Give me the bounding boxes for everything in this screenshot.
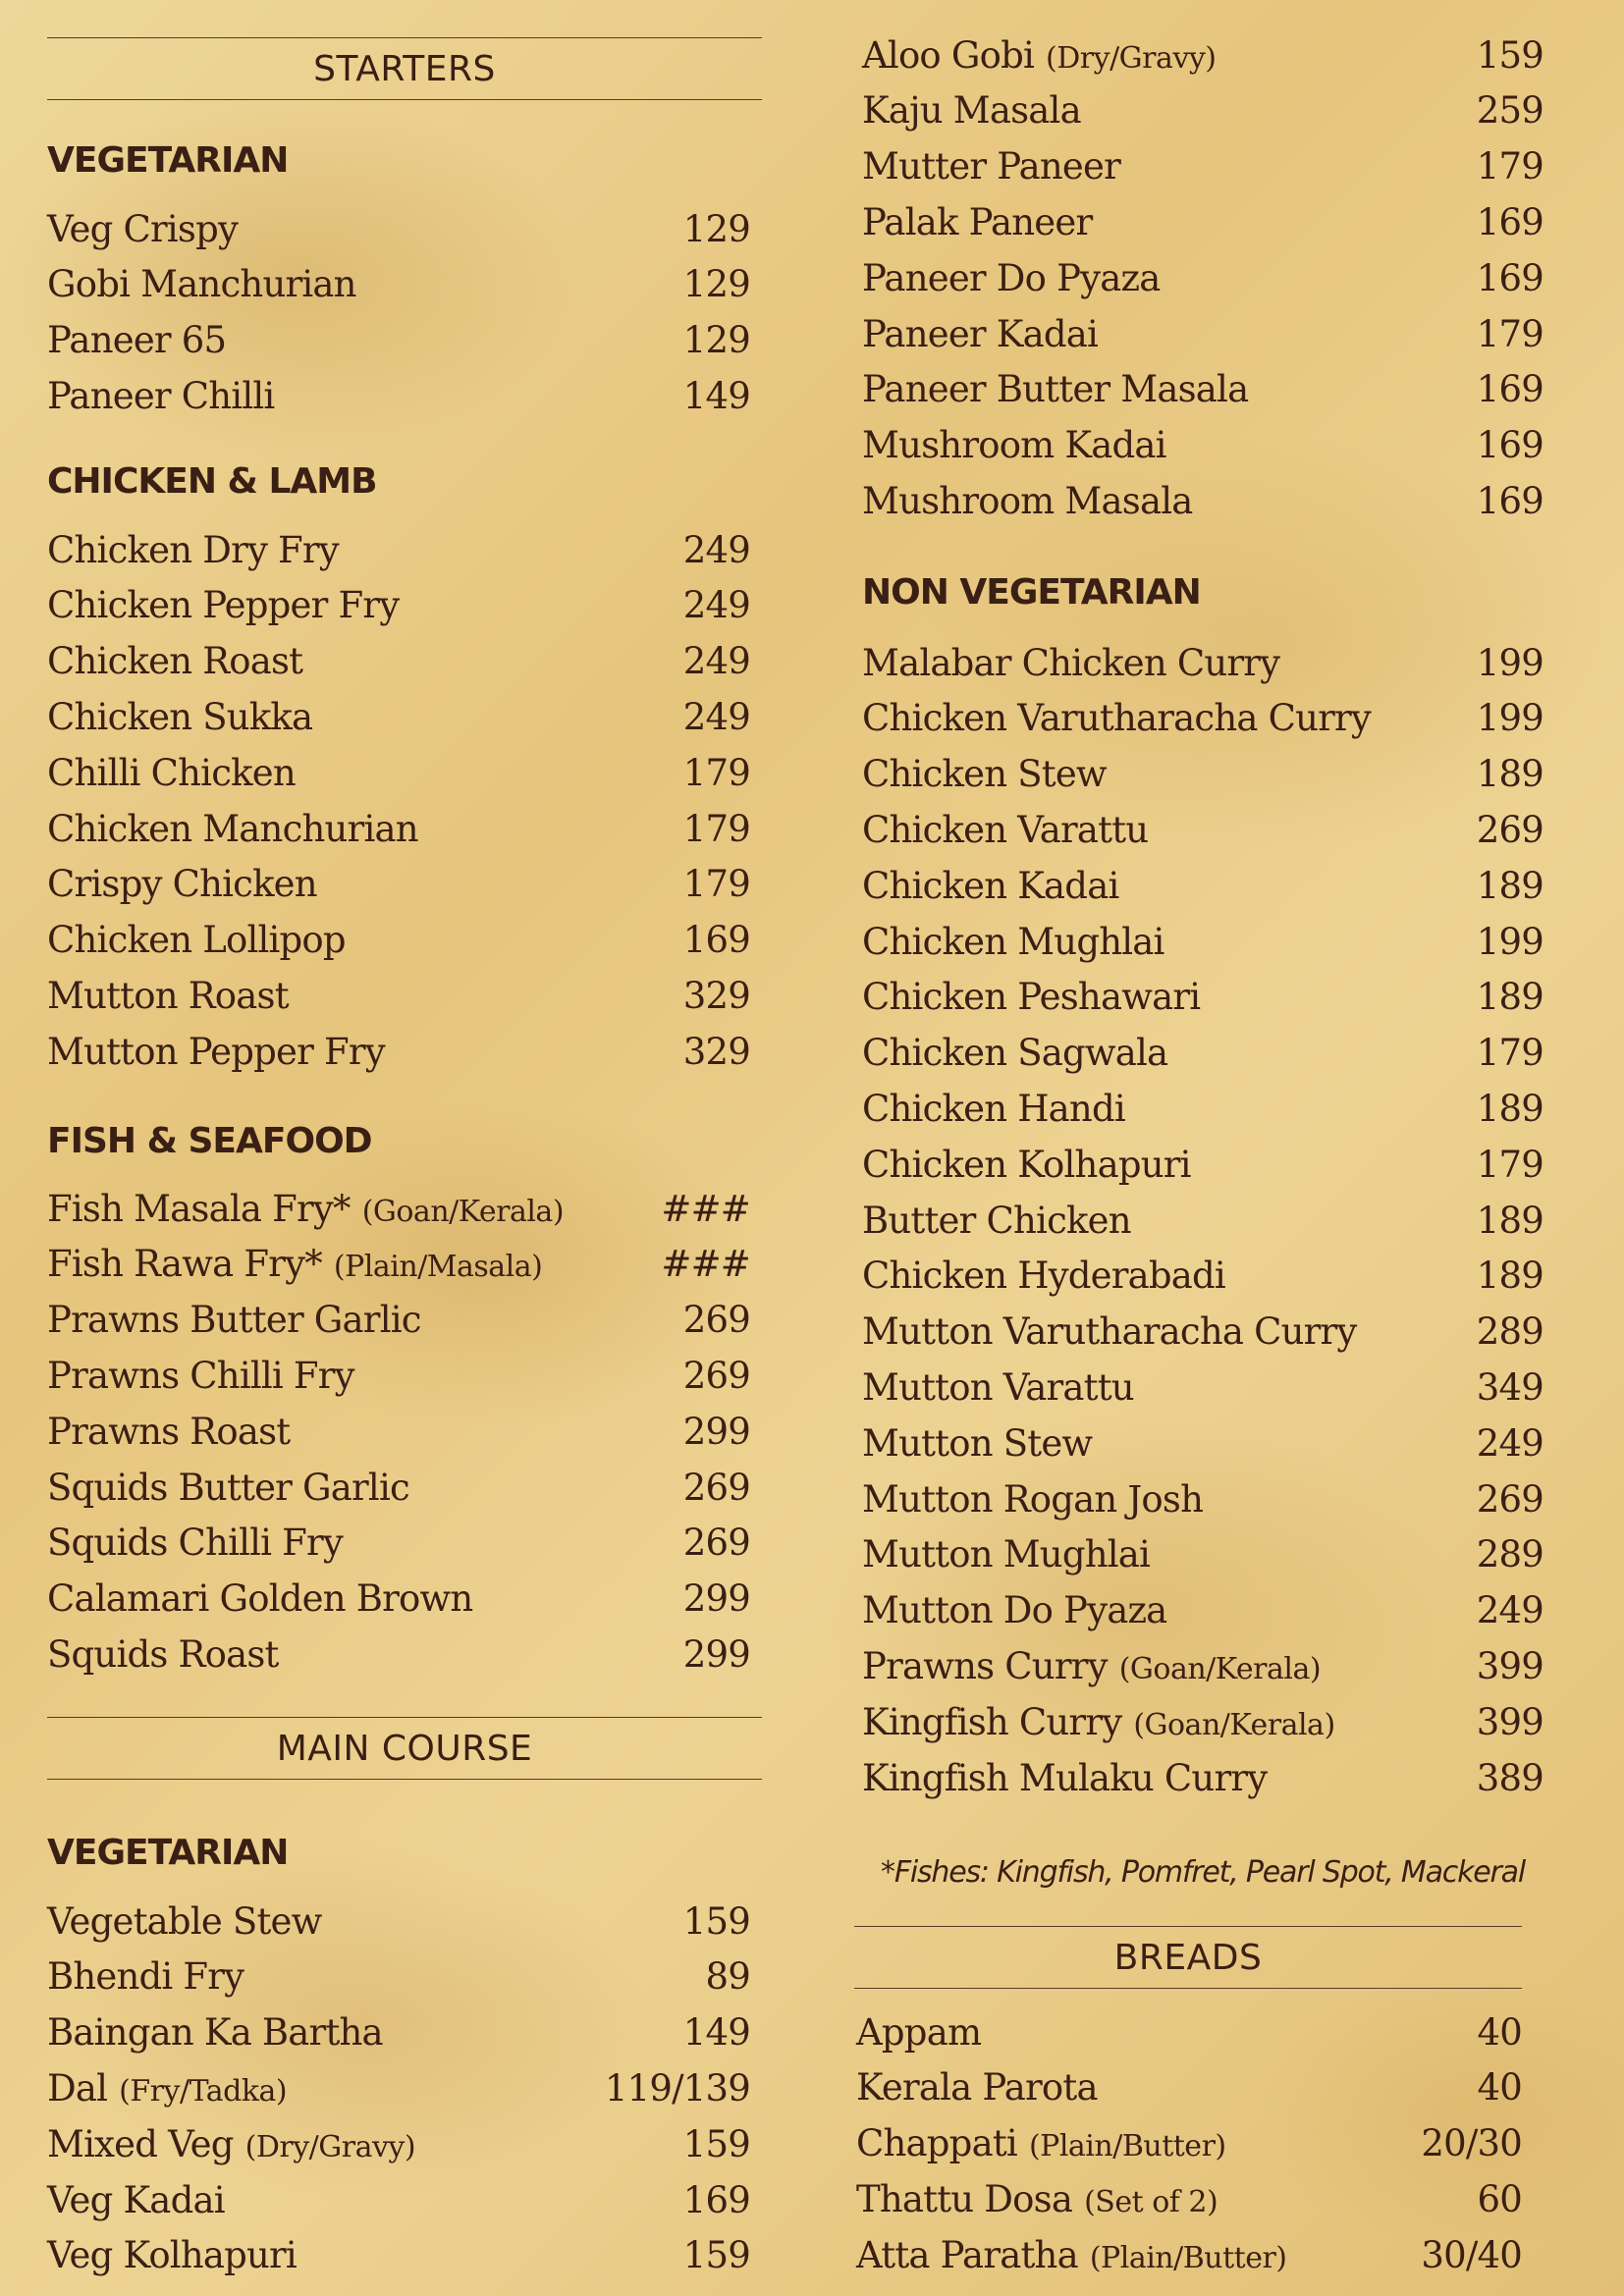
menu-item-row xyxy=(862,1471,1543,1526)
menu-item-price: 179 xyxy=(682,751,750,794)
menu-item-name: Chicken Hyderabadi xyxy=(862,1255,1225,1298)
menu-item-row xyxy=(862,194,1543,249)
menu-item-row xyxy=(862,27,1543,82)
menu-item-name: Chicken Pepper Fry xyxy=(47,584,400,627)
menu-item-label xyxy=(862,1757,1267,1799)
menu-item-label xyxy=(862,1478,1203,1521)
menu-item-row xyxy=(47,745,750,800)
menu-item-price: 259 xyxy=(1476,89,1543,133)
menu-item-name: Squids Chilli Fry xyxy=(47,1522,344,1565)
menu-item-row xyxy=(856,2060,1522,2115)
menu-item-row xyxy=(47,201,750,256)
menu-item-price: 149 xyxy=(682,2011,750,2055)
menu-item-option: (Dry/Gravy) xyxy=(1046,40,1217,76)
menu-item-name: Aloo Gobi xyxy=(862,33,1035,77)
menu-item-price: 60 xyxy=(1477,2177,1522,2220)
menu-item-row xyxy=(862,691,1543,746)
menu-item-row xyxy=(862,1360,1543,1415)
menu-item-label xyxy=(47,2067,287,2109)
menu-item-label xyxy=(47,2179,225,2221)
menu-item-price: 149 xyxy=(682,374,750,417)
menu-item-row xyxy=(47,2060,750,2115)
menu-item-option: (Plain/Masala) xyxy=(333,1250,543,1285)
menu-item-name: Kaju Masala xyxy=(862,89,1081,133)
menu-item-row xyxy=(47,1949,750,2004)
menu-item-name: Prawns Roast xyxy=(47,1410,291,1453)
menu-item-price: 30/40 xyxy=(1421,2233,1522,2276)
menu-item-label xyxy=(862,368,1248,410)
menu-item-price: 269 xyxy=(682,1354,750,1397)
menu-item-name: Mutton Roast xyxy=(47,974,289,1017)
menu-item-label xyxy=(862,809,1148,851)
menu-item-price: 249 xyxy=(682,695,750,738)
menu-item-name: Chappati xyxy=(856,2122,1017,2165)
menu-item-row xyxy=(47,1348,750,1403)
non-vegetarian-heading: NON VEGETARIAN xyxy=(862,572,1201,613)
menu-item-label xyxy=(862,89,1081,132)
menu-item-price: 189 xyxy=(1476,1255,1543,1298)
menu-item-label xyxy=(856,2011,981,2054)
menu-item-name: Chicken Manchurian xyxy=(47,807,418,850)
menu-item-price: 199 xyxy=(1476,920,1543,963)
main-course-heading: MAIN COURSE xyxy=(47,1717,762,1780)
menu-item-row xyxy=(862,418,1543,473)
menu-item-row xyxy=(862,473,1543,528)
menu-item-row xyxy=(862,362,1543,417)
menu-item-name: Kingfish Mulaku Curry xyxy=(862,1756,1268,1799)
menu-item-label xyxy=(862,642,1279,684)
menu-item-price: 399 xyxy=(1476,1644,1543,1687)
menu-item-row xyxy=(862,83,1543,138)
menu-item-price: ### xyxy=(661,1243,750,1286)
menu-item-name: Chicken Lollipop xyxy=(47,919,346,962)
fish-note: *Fishes: Kingfish, Pomfret, Pearl Spot, Mackeral xyxy=(881,1855,1525,1890)
menu-item-name: Bhendi Fry xyxy=(47,1955,244,1999)
menu-item-row xyxy=(47,2172,750,2227)
fish-seafood-heading: FISH & SEAFOOD xyxy=(47,1121,372,1161)
menu-item-name: Butter Chicken xyxy=(862,1199,1131,1242)
menu-item-name: Chicken Roast xyxy=(47,640,303,683)
menu-item-row xyxy=(47,1293,750,1348)
menu-item-price: 129 xyxy=(682,319,750,362)
menu-item-price: 129 xyxy=(682,207,750,250)
menu-item-price: 269 xyxy=(682,1466,750,1509)
menu-item-row xyxy=(47,1460,750,1515)
menu-item-label xyxy=(47,1522,343,1564)
menu-item-label xyxy=(862,865,1118,907)
menu-item-label xyxy=(856,2234,1287,2276)
menu-item-row xyxy=(862,1305,1543,1360)
menu-item-row xyxy=(862,1694,1543,1749)
menu-item-label xyxy=(47,1299,421,1341)
menu-item-name: Appam xyxy=(856,2010,982,2054)
menu-item-price: 189 xyxy=(1476,976,1543,1019)
menu-item-row xyxy=(47,1404,750,1459)
menu-item-name: Prawns Curry xyxy=(862,1644,1108,1687)
menu-item-row xyxy=(47,522,750,577)
menu-item-option: (Set of 2) xyxy=(1084,2184,1218,2219)
menu-item-price: 40 xyxy=(1477,2010,1522,2054)
menu-item-price: 289 xyxy=(1476,1310,1543,1354)
menu-item-row xyxy=(862,1249,1543,1304)
menu-item-price: 189 xyxy=(1476,864,1543,907)
menu-item-price: 249 xyxy=(682,584,750,627)
menu-item-name: Paneer Kadai xyxy=(862,312,1099,355)
menu-item-row xyxy=(47,634,750,689)
starters-vegetarian-heading: VEGETARIAN xyxy=(47,140,289,181)
menu-item-name: Chicken Mughlai xyxy=(862,920,1164,963)
menu-item-option: (Goan/Kerala) xyxy=(1133,1707,1335,1742)
starters-heading: STARTERS xyxy=(47,37,762,100)
menu-item-row xyxy=(862,306,1543,361)
menu-item-label xyxy=(862,976,1200,1018)
menu-item-price: 299 xyxy=(682,1632,750,1676)
menu-item-name: Mutton Pepper Fry xyxy=(47,1030,385,1073)
menu-item-name: Mutton Stew xyxy=(862,1421,1093,1465)
breads-heading: BREADS xyxy=(854,1926,1522,1989)
menu-item-row xyxy=(47,1627,750,1682)
menu-item-price: 169 xyxy=(1476,368,1543,411)
chicken-lamb-heading: CHICKEN & LAMB xyxy=(47,461,377,502)
menu-item-name: Calamari Golden Brown xyxy=(47,1577,473,1621)
menu-item-label xyxy=(47,529,339,571)
menu-item-row xyxy=(862,1415,1543,1470)
menu-item-name: Chicken Handi xyxy=(862,1087,1125,1130)
menu-item-price: 159 xyxy=(682,2234,750,2277)
menu-item-label xyxy=(47,863,317,905)
menu-item-price: 159 xyxy=(682,2122,750,2165)
menu-item-name: Vegetable Stew xyxy=(47,1899,322,1943)
menu-item-name: Squids Butter Garlic xyxy=(47,1466,409,1509)
menu-item-label xyxy=(47,319,226,361)
menu-item-label xyxy=(862,313,1098,355)
menu-item-name: Mutton Rogan Josh xyxy=(862,1477,1204,1521)
menu-item-name: Chicken Kolhapuri xyxy=(862,1143,1191,1186)
menu-item-label xyxy=(862,921,1164,963)
menu-item-label xyxy=(47,1955,244,1998)
menu-item-price: 40 xyxy=(1477,2066,1522,2109)
menu-item-name: Paneer 65 xyxy=(47,319,227,362)
menu-item-label xyxy=(862,1144,1191,1186)
menu-item-price: 129 xyxy=(682,263,750,306)
menu-item-option: (Goan/Kerala) xyxy=(1118,1651,1322,1686)
menu-item-label xyxy=(47,584,399,626)
menu-item-price: 119/139 xyxy=(604,2066,750,2109)
menu-item-row xyxy=(862,1026,1543,1081)
menu-item-row xyxy=(862,1193,1543,1248)
menu-item-name: Chicken Peshawari xyxy=(862,976,1201,1019)
menu-item-price: 249 xyxy=(682,640,750,683)
menu-item-price: 179 xyxy=(1476,145,1543,188)
menu-item-price: 159 xyxy=(1476,33,1543,77)
menu-item-row xyxy=(862,914,1543,969)
menu-item-name: Atta Paratha xyxy=(856,2233,1078,2276)
menu-item-label xyxy=(862,1366,1134,1409)
menu-item-label xyxy=(862,424,1166,466)
menu-item-row xyxy=(862,1583,1543,1638)
menu-item-label xyxy=(47,1467,409,1509)
menu-item-price: 159 xyxy=(682,1899,750,1943)
menu-item-name: Veg Kolhapuri xyxy=(47,2234,297,2277)
menu-item-name: Prawns Butter Garlic xyxy=(47,1299,421,1342)
menu-item-label xyxy=(47,919,346,961)
menu-item-price: 169 xyxy=(1476,424,1543,467)
menu-item-price: 179 xyxy=(682,807,750,850)
menu-item-price: 169 xyxy=(1476,479,1543,522)
menu-item-name: Kerala Parota xyxy=(856,2066,1098,2109)
menu-item-label xyxy=(47,808,418,850)
menu-item-name: Mutton Varutharacha Curry xyxy=(862,1310,1357,1354)
menu-item-label xyxy=(47,1188,564,1230)
menu-item-row xyxy=(47,968,750,1023)
menu-item-row xyxy=(47,313,750,368)
menu-item-name: Chicken Dry Fry xyxy=(47,528,339,571)
menu-item-name: Chicken Sukka xyxy=(47,695,313,738)
menu-item-label xyxy=(47,975,289,1017)
menu-item-label xyxy=(47,1577,472,1620)
menu-item-label xyxy=(862,201,1092,243)
menu-item-label xyxy=(47,2123,415,2165)
menu-item-price: 329 xyxy=(682,1030,750,1073)
menu-item-price: 299 xyxy=(682,1577,750,1621)
menu-item-row xyxy=(47,1894,750,1949)
menu-item-label xyxy=(862,257,1160,299)
menu-item-label xyxy=(47,1900,322,1943)
menu-item-label xyxy=(856,2178,1218,2220)
menu-item-price: 399 xyxy=(1476,1700,1543,1743)
menu-item-row xyxy=(47,2228,750,2283)
menu-item-label xyxy=(862,1645,1321,1687)
menu-item-label xyxy=(862,34,1216,77)
menu-item-price: 299 xyxy=(682,1410,750,1453)
menu-item-label xyxy=(862,1422,1092,1465)
menu-item-price: 349 xyxy=(1476,1365,1543,1409)
menu-item-row xyxy=(862,970,1543,1025)
menu-item-option: (Dry/Gravy) xyxy=(244,2129,416,2164)
menu-item-row xyxy=(856,2171,1522,2226)
menu-item-label xyxy=(47,2234,297,2276)
menu-item-name: Mutton Varattu xyxy=(862,1365,1134,1409)
menu-item-price: 269 xyxy=(682,1522,750,1565)
menu-item-name: Mutton Do Pyaza xyxy=(862,1589,1167,1632)
menu-item-price: 329 xyxy=(682,974,750,1017)
menu-item-name: Palak Paneer xyxy=(862,200,1093,243)
menu-item-label xyxy=(862,1310,1357,1353)
menu-item-row xyxy=(47,1572,750,1627)
menu-item-price: 179 xyxy=(1476,312,1543,355)
menu-item-price: 169 xyxy=(682,2178,750,2221)
menu-item-price: 199 xyxy=(1476,641,1543,684)
menu-item-price: 189 xyxy=(1476,1199,1543,1242)
menu-item-row xyxy=(47,857,750,912)
menu-item-label xyxy=(862,480,1193,522)
menu-item-label xyxy=(862,1088,1125,1130)
menu-item-label xyxy=(47,1411,290,1453)
menu-item-price: 179 xyxy=(1476,1143,1543,1186)
menu-item-row xyxy=(47,1024,750,1079)
menu-item-price: 249 xyxy=(1476,1421,1543,1465)
menu-item-price: 199 xyxy=(1476,697,1543,740)
menu-item-name: Mutton Mughlai xyxy=(862,1533,1151,1576)
menu-item-label xyxy=(47,208,238,250)
menu-item-row xyxy=(862,1750,1543,1805)
menu-item-name: Paneer Do Pyaza xyxy=(862,256,1161,299)
menu-item-row xyxy=(856,2004,1522,2059)
menu-item-name: Crispy Chicken xyxy=(47,863,317,906)
menu-item-label xyxy=(862,1255,1225,1297)
main-vegetarian-heading: VEGETARIAN xyxy=(47,1833,289,1873)
menu-item-price: 169 xyxy=(682,919,750,962)
menu-item-label xyxy=(862,1701,1335,1743)
menu-item-price: 169 xyxy=(1476,200,1543,243)
menu-item-name: Chicken Sagwala xyxy=(862,1032,1168,1075)
menu-item-label xyxy=(47,263,356,305)
menu-item-label xyxy=(47,1633,279,1676)
menu-item-name: Chicken Varutharacha Curry xyxy=(862,697,1371,740)
menu-item-row xyxy=(47,368,750,423)
menu-item-price: 289 xyxy=(1476,1533,1543,1576)
menu-item-row xyxy=(862,139,1543,194)
menu-item-name: Thattu Dosa xyxy=(856,2177,1073,2220)
menu-item-option: (Goan/Kerala) xyxy=(361,1194,565,1229)
menu-item-label xyxy=(862,1533,1150,1575)
menu-item-row xyxy=(47,578,750,633)
menu-item-row xyxy=(862,635,1543,690)
menu-item-row xyxy=(47,913,750,968)
menu-item-name: Chicken Varattu xyxy=(862,808,1149,851)
menu-item-name: Paneer Chilli xyxy=(47,374,275,417)
menu-item-row xyxy=(47,1516,750,1571)
menu-item-row xyxy=(47,801,750,856)
menu-item-name: Veg Kadai xyxy=(47,2178,225,2221)
menu-item-row xyxy=(47,1181,750,1236)
menu-item-name: Baingan Ka Bartha xyxy=(47,2011,383,2055)
menu-item-name: Fish Rawa Fry* xyxy=(47,1243,322,1286)
menu-item-row xyxy=(862,1527,1543,1582)
menu-item-label xyxy=(862,697,1371,739)
menu-item-name: Prawns Chilli Fry xyxy=(47,1354,354,1397)
menu-item-name: Kingfish Curry xyxy=(862,1700,1122,1743)
menu-item-price: 269 xyxy=(1476,1477,1543,1521)
menu-item-label xyxy=(862,753,1107,795)
menu-item-label xyxy=(47,2011,383,2054)
menu-item-name: Chilli Chicken xyxy=(47,751,296,794)
menu-item-price: 189 xyxy=(1476,753,1543,796)
menu-item-price: 269 xyxy=(682,1299,750,1342)
menu-item-price: 179 xyxy=(1476,1032,1543,1075)
menu-item-option: (Plain/Butter) xyxy=(1028,2129,1226,2164)
menu-item-name: Chicken Kadai xyxy=(862,864,1119,907)
menu-item-row xyxy=(862,250,1543,305)
menu-item-name: Mushroom Kadai xyxy=(862,424,1166,467)
menu-item-option: (Fry/Tadka) xyxy=(119,2073,288,2109)
menu-item-label xyxy=(856,2066,1098,2109)
menu-item-name: Chicken Stew xyxy=(862,753,1107,796)
menu-item-price: 20/30 xyxy=(1421,2122,1522,2165)
menu-item-name: Mushroom Masala xyxy=(862,479,1193,522)
menu-item-label xyxy=(47,696,312,738)
menu-item-row xyxy=(47,2116,750,2171)
menu-item-name: Gobi Manchurian xyxy=(47,263,356,306)
menu-item-name: Fish Masala Fry* xyxy=(47,1187,351,1230)
menu-item-price: 89 xyxy=(705,1955,750,1999)
menu-item-row xyxy=(47,2005,750,2060)
menu-item-name: Paneer Butter Masala xyxy=(862,368,1249,411)
menu-item-price: 269 xyxy=(1476,808,1543,851)
menu-item-row xyxy=(862,1081,1543,1136)
menu-item-row xyxy=(856,2116,1522,2171)
menu-item-name: Malabar Chicken Curry xyxy=(862,641,1280,684)
menu-item-price: 389 xyxy=(1476,1756,1543,1799)
menu-item-row xyxy=(862,1137,1543,1192)
menu-item-name: Dal xyxy=(47,2066,108,2109)
menu-item-row xyxy=(856,2227,1522,2282)
menu-item-name: Squids Roast xyxy=(47,1632,279,1676)
menu-item-row xyxy=(47,1237,750,1292)
menu-item-label xyxy=(47,1031,385,1073)
menu-item-label xyxy=(47,1243,542,1285)
menu-item-price: 249 xyxy=(682,528,750,571)
menu-item-label xyxy=(47,752,296,794)
menu-item-label xyxy=(47,640,302,682)
menu-item-label xyxy=(47,375,274,417)
menu-item-label xyxy=(862,145,1120,187)
menu-item-label xyxy=(862,1032,1167,1074)
menu-item-row xyxy=(47,689,750,744)
menu-item-row xyxy=(862,802,1543,857)
menu-item-label xyxy=(862,1200,1131,1242)
menu-item-row xyxy=(47,257,750,312)
menu-item-name: Veg Crispy xyxy=(47,207,239,250)
menu-item-price: 179 xyxy=(682,863,750,906)
menu-item-row xyxy=(862,1638,1543,1693)
menu-item-label xyxy=(856,2122,1226,2164)
menu-item-row xyxy=(862,858,1543,913)
menu-item-name: Mutter Paneer xyxy=(862,145,1120,188)
menu-item-price: 169 xyxy=(1476,256,1543,299)
menu-item-label xyxy=(47,1355,354,1397)
menu-item-price: 249 xyxy=(1476,1589,1543,1632)
menu-item-row xyxy=(862,747,1543,802)
menu-item-price: ### xyxy=(661,1187,750,1230)
menu-item-label xyxy=(862,1589,1166,1631)
menu-item-option: (Plain/Butter) xyxy=(1089,2240,1287,2275)
menu-item-name: Mixed Veg xyxy=(47,2122,234,2165)
menu-item-price: 189 xyxy=(1476,1087,1543,1130)
